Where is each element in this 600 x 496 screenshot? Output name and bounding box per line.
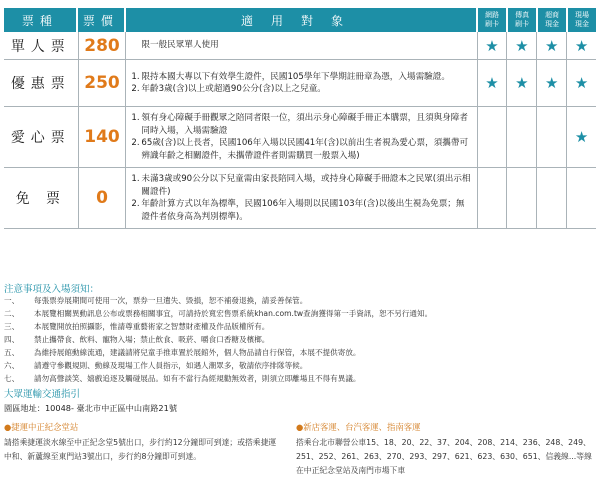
- ticket-row-free: [4, 168, 596, 229]
- ticket-scope: [125, 32, 476, 59]
- channel-cell: [477, 107, 507, 167]
- venue-address: 園區地址：10048- 臺北市中正區中山南路21號: [4, 403, 178, 413]
- channel-cell: [506, 168, 536, 228]
- scope-line: 限一般民眾單人使用: [141, 40, 219, 51]
- star-icon: ★: [566, 32, 596, 59]
- header-channel-online: 網路 刷卡: [478, 8, 506, 32]
- ticket-table: [4, 8, 596, 229]
- notice-item: 四、 禁止攜帶食、飲料、寵物入場；禁止飲食、吸菸、嚼食口香糖及檳榔。: [4, 335, 270, 344]
- header-channel-onsite: 現場 現金: [568, 8, 596, 32]
- transport-title: 大眾運輸交通指引: [4, 389, 81, 400]
- mrt-title: ●捷運中正紀念堂站: [4, 422, 79, 432]
- header-channel-store: 超商 現金: [538, 8, 566, 32]
- scope-line: 2. 年齡3歲(含)以上或超過90公分(含)以上之兒童。: [131, 84, 326, 94]
- ticket-price: 250: [78, 60, 126, 106]
- ticket-row-concession: [4, 107, 596, 168]
- notice-item: 六、 請遵守參觀規則、動線及現場工作人員指示，如遇人潮眾多，敬請依序排隊等候。: [4, 361, 308, 370]
- ticket-type: 免 票: [15, 191, 67, 207]
- ticket-row-discount: [4, 60, 596, 107]
- ticket-type: 愛心票: [10, 130, 71, 146]
- mrt-directions: [4, 421, 280, 464]
- ticket-row-single: [4, 32, 596, 60]
- ticket-scope: [125, 107, 476, 167]
- channel-cell: [566, 168, 596, 228]
- ticket-type: 優惠票: [10, 76, 71, 92]
- star-icon: ★: [566, 107, 596, 167]
- bus-directions: [296, 421, 596, 478]
- notice-item: 一、 每張票券展期間可使用一次，票券一旦遺失、毀損，恕不補發退換，請妥善保管。: [4, 296, 308, 305]
- header-ticket-type: 票種: [4, 8, 76, 32]
- bus-title: ●新店客運、台汽客運、指南客運: [296, 422, 421, 432]
- notice-item: 七、 請勿高聲談笑、嬉戲追逐及觸碰展品。如有不當行為經規勸無效者，則須立即離場且不得有異議。: [4, 374, 361, 383]
- notices-title: 注意事項及入場須知：: [4, 284, 100, 295]
- star-icon: ★: [506, 60, 536, 106]
- star-icon: ★: [506, 32, 536, 59]
- channel-cell: [506, 107, 536, 167]
- notices-list: [4, 295, 596, 386]
- mrt-body: 請搭乘捷運淡水線至中正紀念堂5號出口，步行約12分鐘即可到達；或搭乘捷運中和、新蘆線至東門站3號出口，步行約8分鐘即可到達。: [4, 438, 277, 461]
- scope-line: 1. 領有身心障礙手冊觀眾之陪同者限一位，須出示身心障礙手冊正本購票，且須與身障者同時入場，入場需驗證: [131, 113, 468, 136]
- scope-line: 2. 年齡計算方式以年為標準，民國106年入場則以民國103年(含)以後出生視為免票；無證件者依身高為判別標準)。: [131, 199, 465, 222]
- notice-item: 五、 為維持展館動線流通，建議請將兒童手推車置於展館外，個人物品請自行保管，本展不提供寄放。: [4, 348, 361, 357]
- notice-item: 二、 本展覽相關異動訊息公布或票務相關事宜，可請持於寬宏售票系統khan.com.tw查詢獲得第一手資訊，恕不另行通知。: [4, 309, 433, 318]
- ticket-price: 280: [78, 32, 126, 59]
- table-header: [4, 8, 596, 32]
- star-icon: ★: [477, 32, 507, 59]
- header-scope: 適用對象: [126, 8, 476, 32]
- notice-item: 三、 本展覽開放拍照攝影，惟請尊重藝術家之智慧財產權及作品版權所有。: [4, 322, 270, 331]
- ticket-type: 單人票: [10, 38, 71, 55]
- channel-cell: [536, 168, 566, 228]
- star-icon: ★: [566, 60, 596, 106]
- bus-body: 搭乘台北市聯營公車15、18、20、22、37、204、208、214、236、248、249、251、252、261、263、270、293、297、621、623、630、651、信義線...等線在中正紀念堂站及南門市場下車: [296, 438, 592, 475]
- star-icon: ★: [477, 60, 507, 106]
- ticket-price: 140: [78, 107, 126, 167]
- channel-cell: [477, 168, 507, 228]
- ticket-scope: [125, 168, 476, 228]
- star-icon: ★: [536, 60, 566, 106]
- header-channel-fax: 傳真 刷卡: [508, 8, 536, 32]
- channel-cell: [536, 107, 566, 167]
- header-price: 票價: [78, 8, 124, 32]
- ticket-price: 0: [78, 168, 126, 228]
- scope-line: 1. 未滿3歲或90公分以下兒童需由家長陪同入場，或持身心障礙手冊證本之民眾(須出示相關證件): [131, 174, 471, 197]
- ticket-scope: [125, 60, 476, 106]
- star-icon: ★: [536, 32, 566, 59]
- scope-line: 1. 限持本國大專以下有效學生證件，民國105學年下學期註冊章為憑，入場需驗證。: [131, 71, 450, 82]
- scope-line: 2. 65歲(含)以上長者，民國106年入場以民國41年(含)以前出生者視為愛心票，須攜帶可辨識年齡之相關證件，未攜帶證件者則需購買一般票入場): [131, 138, 469, 161]
